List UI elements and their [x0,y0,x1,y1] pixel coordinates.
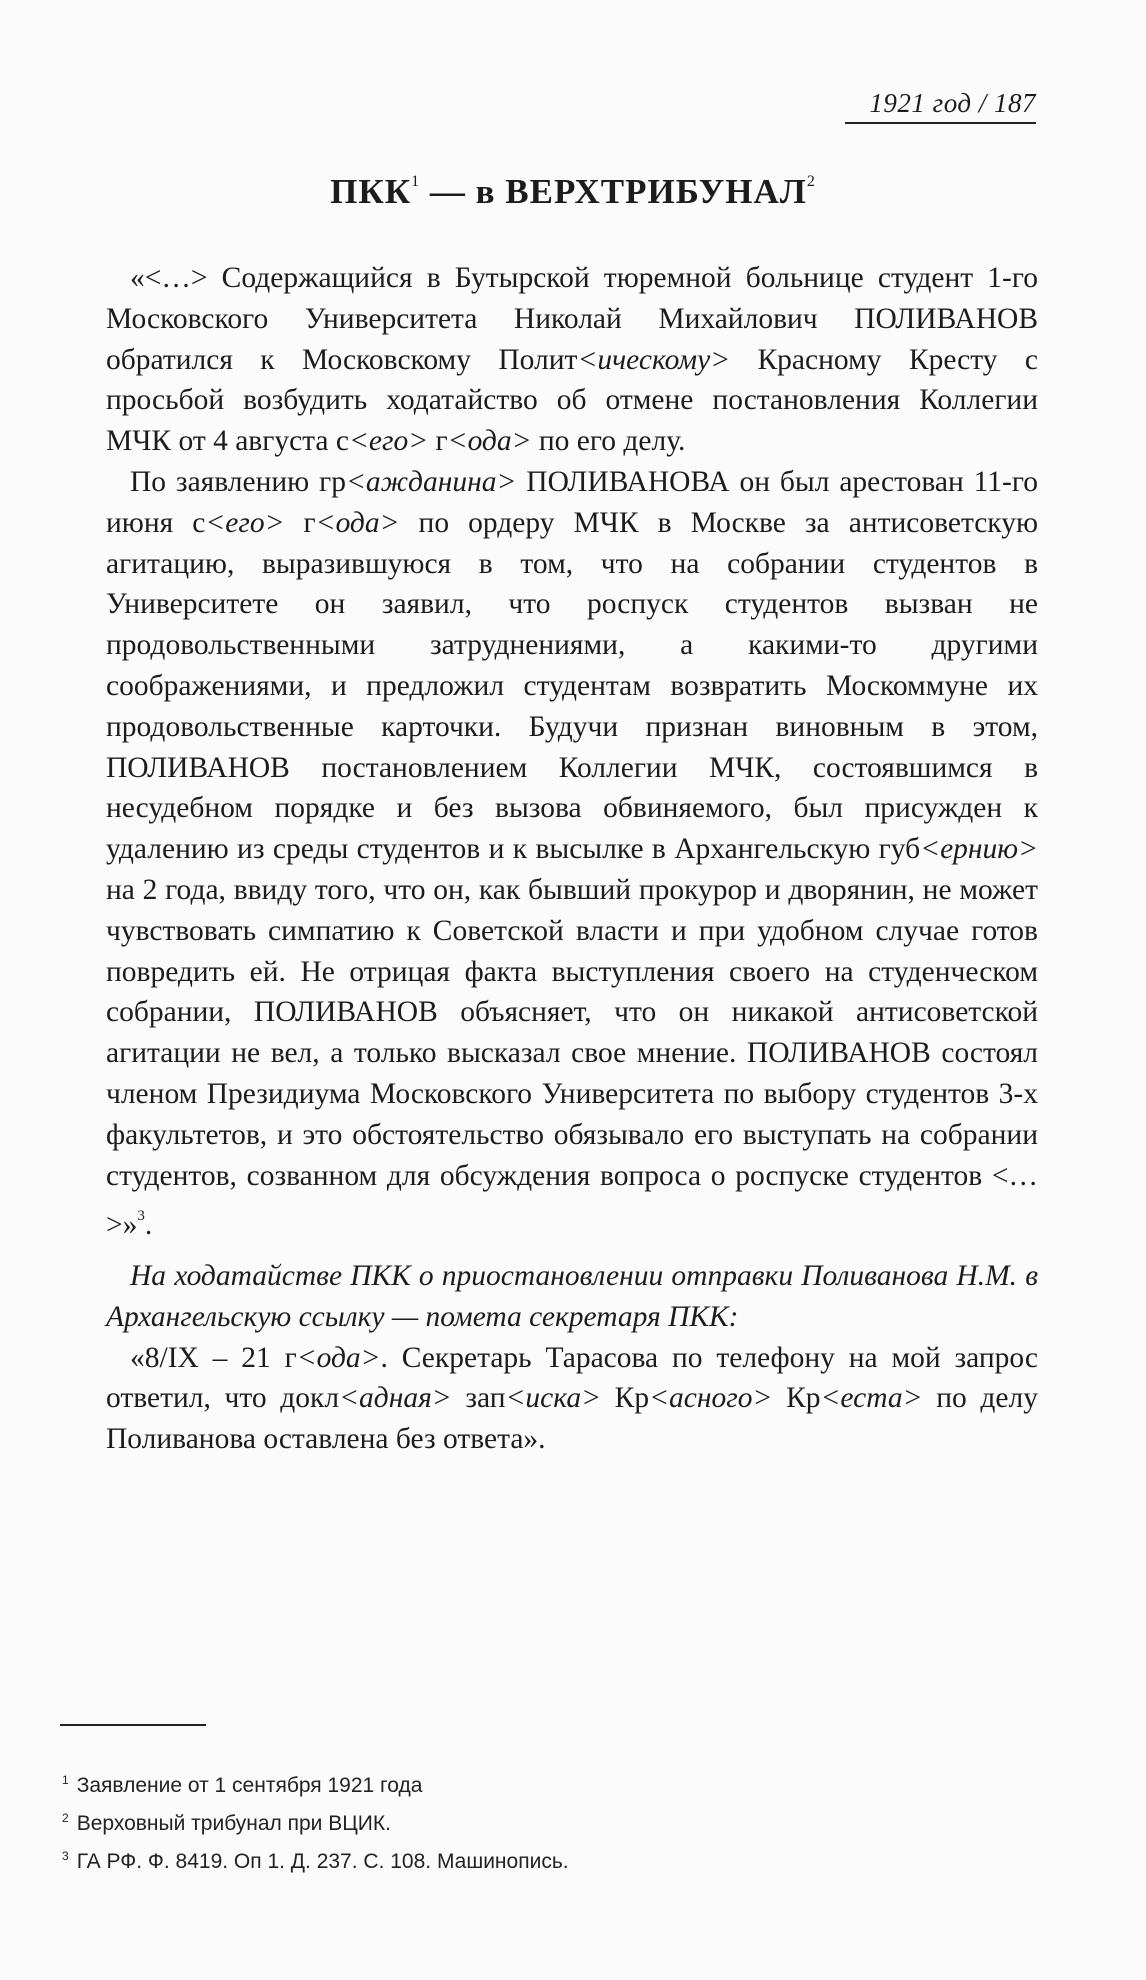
footnote-ref-2: 2 [806,173,816,190]
title-text-2: — в ВЕРХТРИБУНАЛ [420,172,807,211]
footnotes [62,1764,962,1878]
body-text-note [106,1256,1038,1460]
footnote-2: $^2$ Верховный трибунал при ВЦИК. [62,1811,391,1835]
footnote-1: $^1$ Заявление от 1 сентября 1921 года [62,1773,423,1797]
paragraph-4: «8/IX – 21 г<ода>. Секретарь Тарасова по телефону на мой запрос ответил, что докл<адная> зап<иска> Кр<асного> Кр<еста> по делу Поливанова оставлена без ответа». [106,1341,1038,1456]
body-text-main [106,258,1038,1246]
page-title [0,172,1146,212]
running-head: 1921 год / 187 [845,88,1036,124]
paragraph-2: По заявлению гр<ажданина> ПОЛИВАНОВА он был арестован 11-го июня с<его> г<ода> по ордеру МЧК в Москве за антисоветскую агитацию, выразившуюся в том, что на собрании студентов в Университете он заявил, что роспуск студентов вызван не продовольственными затруднениями, а какими-то другими соображениями, и предложил студентам возвратить Москоммуне их продовольственные карточки. Будучи признан виновным в этом, ПОЛИВАНОВ постановлением Коллегии МЧК, состоявшимся в несудебном порядке и без вызова обвиняемого, был присужден к удалению из среды студентов и к высылке в Архангельскую губ<ернию> на 2 года, ввиду того, что он, как бывший прокурор и дворянин, не может чувствовать симпатию к Советской власти и при удобном случае готов повредить ей. Не отрицая факта выступления своего на студенческом собрании, ПОЛИВАНОВ объясняет, что он никакой антисоветской агитации не вел, а только высказал свое мнение. ПОЛИВАНОВ состоял членом Президиума Московского Университета по выбору студентов 3-х факультетов, и это обстоятельство обязывало его выступать на собрании студентов, созванном для обсуждения вопроса о роспуске студентов <…>»$^3$. [106,465,1038,1242]
footnote-ref-3: 3 [137,1208,145,1225]
title-text: ПКК [330,172,412,211]
paragraph-1: «<…> Содержащийся в Бутырской тюремной больнице студент 1-го Московского Университета Николай Михайлович ПОЛИВАНОВ обратился к Московскому Полит<ическому> Красному Кресту с просьбой возбудить ходатайство об отмене постановления Коллегии МЧК от 4 августа с<его> г<ода> по его делу. [106,262,1038,458]
paragraph-3: На ходатайстве ПКК о приостановлении отправки Поливанова Н.М. в Архангельскую ссылку — помета секретаря ПКК: [106,1260,1038,1333]
footnote-divider [60,1724,206,1726]
footnote-ref-1: 1 [411,173,421,190]
footnote-3: $^3$ ГА РФ. Ф. 8419. Оп 1. Д. 237. С. 108. Машинопись. [62,1849,569,1873]
